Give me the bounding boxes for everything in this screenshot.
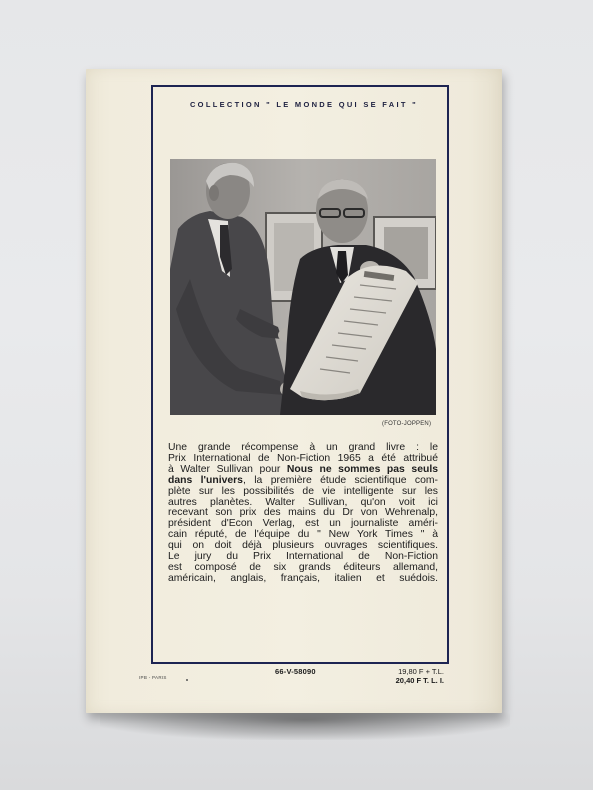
blurb-line: américain, anglais, français, italien et suédois. [168, 572, 438, 584]
blurb-line: qui on doit déjà plusieurs ouvrages scientifiques. [168, 540, 438, 552]
print-mark-dot [186, 679, 188, 681]
blurb-line: Une grande récompense à un grand livre : le [168, 442, 438, 453]
book-title-part-2: dans l'univers [168, 474, 243, 486]
price-line-2: 20,40 F T. L. I. [395, 676, 444, 685]
photo-credit: (FOTO-JOPPEN) [382, 421, 432, 427]
blurb-line: recevant son prix des mains du Dr von Wehrenalp, [168, 507, 438, 519]
award-photograph [170, 159, 436, 415]
printer-mark: IPB - PARIS [139, 675, 167, 680]
book-title-part-1: Nous ne sommes pas seuls [286, 463, 438, 475]
price-block [374, 667, 444, 685]
blurb-line: plète sur les possibilités de vie intelligente sur les [168, 485, 438, 497]
blurb-line: cain réputé, de l'équipe du " New York Times " à [168, 529, 438, 541]
blurb-line: dans l'univers, la première étude scientifique com- [168, 474, 438, 486]
blurb-line: autres planètes. Walter Sullivan, qu'on voit ici [168, 496, 438, 508]
catalog-code: 66-V-58090 [275, 667, 316, 676]
blurb-line: Le jury du Prix International de Non-Fiction [168, 551, 438, 563]
blurb-text [168, 443, 438, 585]
blurb-line: Prix International de Non-Fiction 1965 a été attribué [168, 452, 438, 464]
book-back-cover [86, 69, 502, 713]
blurb-line: président d'Econ Verlag, est un journaliste améri- [168, 518, 438, 530]
price-line-1: 19,80 F + T.L. [398, 667, 444, 676]
collection-title: COLLECTION " LE MONDE QUI SE FAIT " [189, 100, 419, 109]
blurb-line: à Walter Sullivan pour Nous ne sommes pas seuls [168, 463, 438, 475]
blurb-line: est composé de six grands éditeurs allemand, [168, 561, 438, 573]
